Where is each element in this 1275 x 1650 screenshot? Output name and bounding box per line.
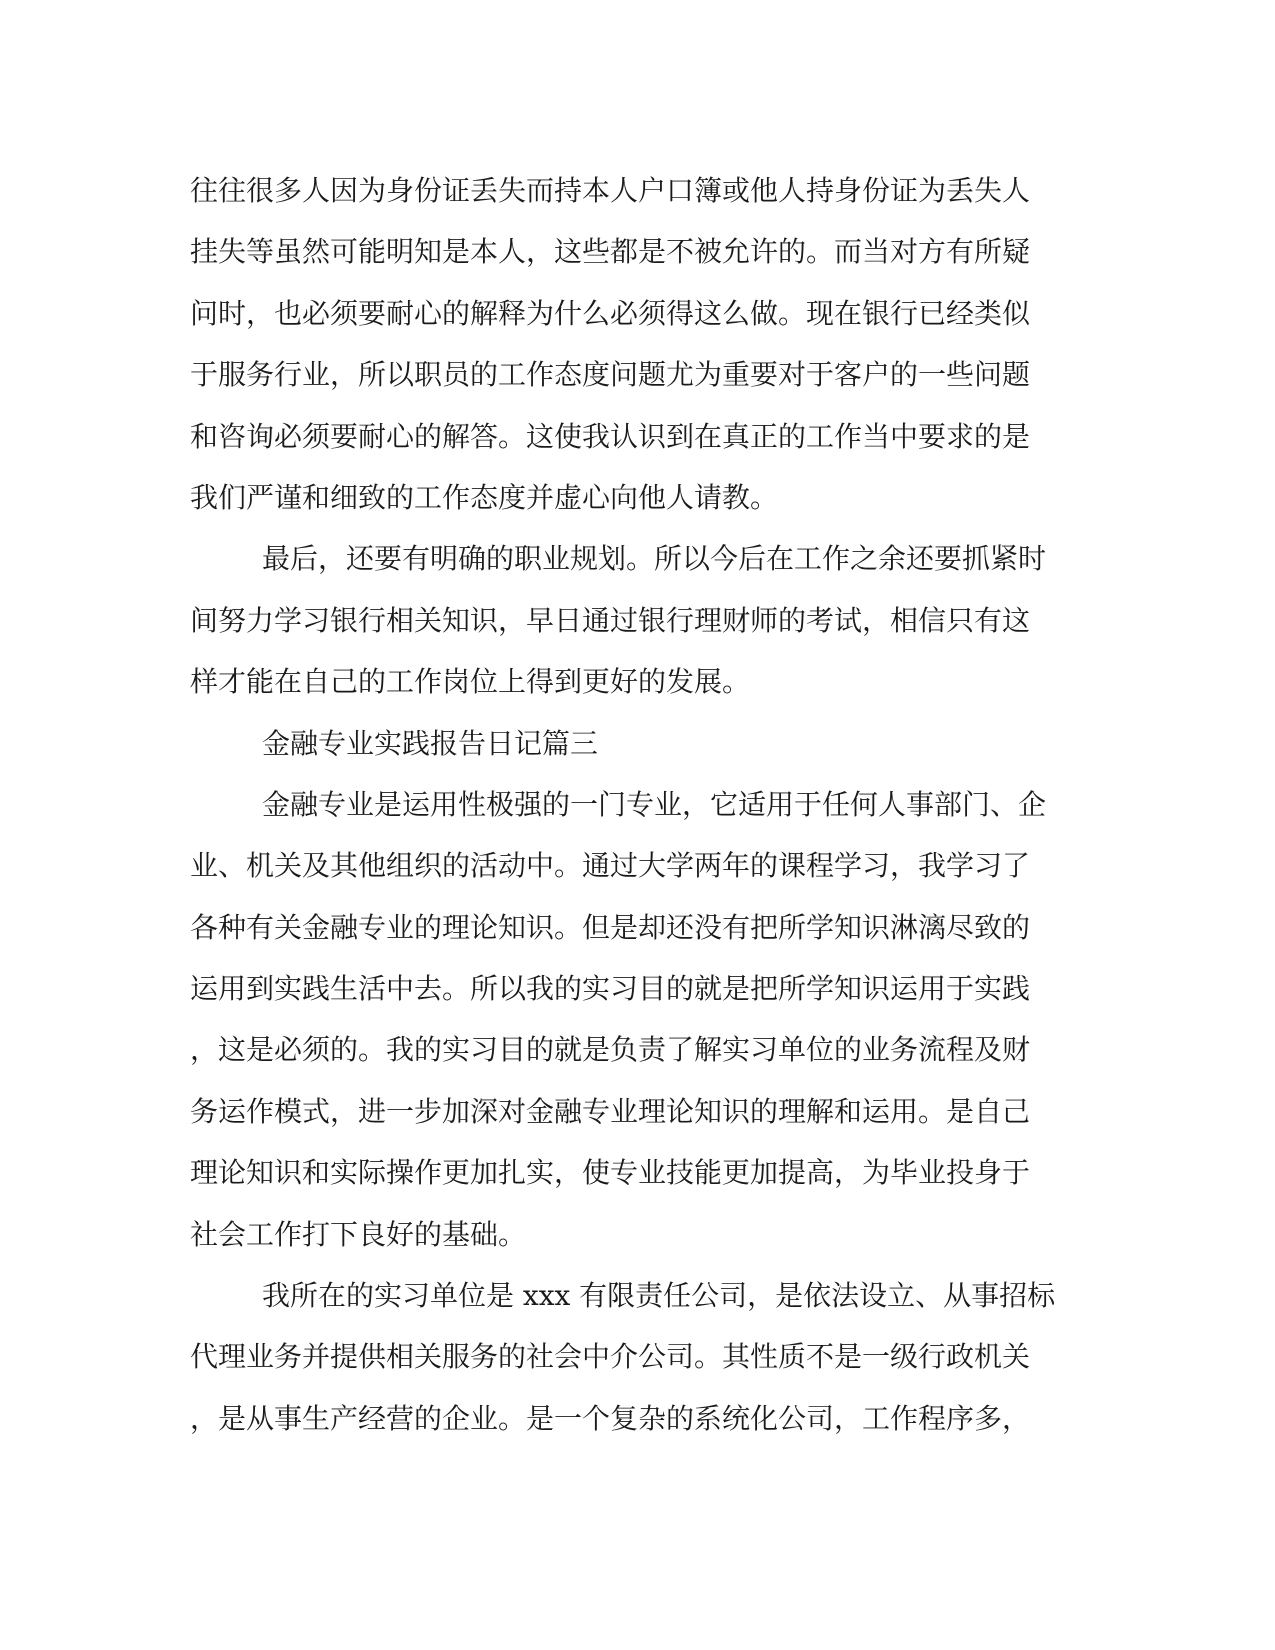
text-line: 各种有关金融专业的理论知识。但是却还没有把所学知识淋漓尽致的 xyxy=(190,910,1031,944)
paragraph-start-line: 金融专业是运用性极强的一门专业，它适用于任何人事部门、企 xyxy=(262,787,1047,821)
text-line: 代理业务并提供相关服务的社会中介公司。其性质不是一级行政机关 xyxy=(190,1340,1031,1374)
text-line: 挂失等虽然可能明知是本人，这些都是不被允许的。而当对方有所疑 xyxy=(190,235,1031,269)
text-line: 往往很多人因为身份证丢失而持本人户口簿或他人持身份证为丢失人 xyxy=(190,174,1031,207)
text-line: 样才能在自己的工作岗位上得到更好的发展。 xyxy=(190,665,751,699)
text-line: 运用到实践生活中去。所以我的实习目的就是把所学知识运用于实践 xyxy=(190,972,1031,1006)
text-line: ，是从事生产经营的企业。是一个复杂的系统化公司，工作程序多， xyxy=(190,1401,1031,1435)
text-line: 理论知识和实际操作更加扎实，使专业技能更加提高，为毕业投身于 xyxy=(190,1156,1031,1190)
text-line: 于服务行业，所以职员的工作态度问题尤为重要对于客户的一些问题 xyxy=(190,358,1031,392)
section-heading: 金融专业实践报告日记篇三 xyxy=(262,726,599,760)
text-line: 间努力学习银行相关知识，早日通过银行理财师的考试，相信只有这 xyxy=(190,603,1031,637)
text-line: 社会工作打下良好的基础。 xyxy=(190,1217,527,1251)
text-line: 和咨询必须要耐心的解答。这使我认识到在真正的工作当中要求的是 xyxy=(190,419,1031,453)
text-line: 务运作模式，进一步加深对金融专业理论知识的理解和运用。是自己 xyxy=(190,1094,1031,1128)
text-line: 业、机关及其他组织的活动中。通过大学两年的课程学习，我学习了 xyxy=(190,849,1031,883)
paragraph-start-line: 我所在的实习单位是 xxx 有限责任公司，是依法设立、从事招标 xyxy=(262,1279,1056,1313)
text-line: ，这是必须的。我的实习目的就是负责了解实习单位的业务流程及财 xyxy=(190,1033,1031,1067)
paragraph-start-line: 最后，还要有明确的职业规划。所以今后在工作之余还要抓紧时 xyxy=(262,542,1047,576)
text-line: 问时，也必须要耐心的解释为什么必须得这么做。现在银行已经类似 xyxy=(190,296,1031,330)
body-text xyxy=(190,160,1090,1449)
text-line: 我们严谨和细致的工作态度并虚心向他人请教。 xyxy=(190,480,779,514)
